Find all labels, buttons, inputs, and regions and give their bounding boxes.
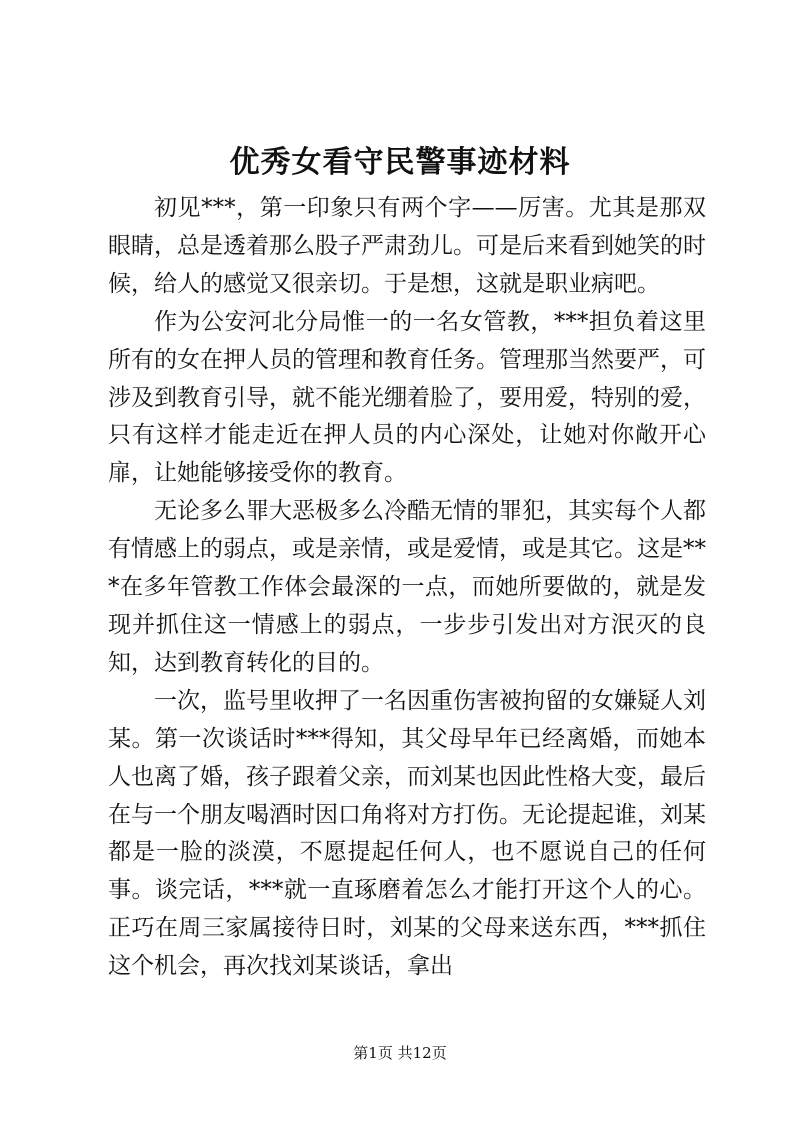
- document-title: 优秀女看守民警事迹材料: [229, 145, 571, 180]
- paragraph-3: 无论多么罪大恶极多么冷酷无情的罪犯，其实每个人都有情感上的弱点，或是亲情，或是爱情，或是其它。这是***在多年管教工作体会最深的一点，而她所要做的，就是发现并抓住这一情感上的弱点，一步步引发出对方泯灭的良知，达到教育转化的目的。: [108, 498, 706, 676]
- document-body: [108, 190, 706, 986]
- paragraph-4: 一次，监号里收押了一名因重伤害被拘留的女嫌疑人刘某。第一次谈话时***得知，其父母早年已经离婚，而她本人也离了婚，孩子跟着父亲，而刘某也因此性格大变，最后在与一个朋友喝酒时因口角将对方打伤。无论提起谁，刘某都是一脸的淡漠，不愿提起任何人，也不愿说自己的任何事。谈完话，***就一直琢磨着怎么才能打开这个人的心。正巧在周三家属接待日时，刘某的父母来送东西，***抓住这个机会，再次找刘某谈话，拿出: [108, 687, 706, 980]
- page-number-footer: 第1页 共12页: [353, 1044, 447, 1062]
- paragraph-1: 初见***，第一印象只有两个字——厉害。尤其是那双眼睛，总是透着那么股子严肃劲儿。可是后来看到她笑的时候，给人的感觉又很亲切。于是想，这就是职业病吧。: [108, 195, 706, 297]
- paragraph-2: 作为公安河北分局惟一的一名女管教，***担负着这里所有的女在押人员的管理和教育任务。管理那当然要严，可涉及到教育引导，就不能光绷着脸了，要用爱，特别的爱，只有这样才能走近在押人员的内心深处，让她对你敞开心扉，让她能够接受你的教育。: [108, 308, 706, 487]
